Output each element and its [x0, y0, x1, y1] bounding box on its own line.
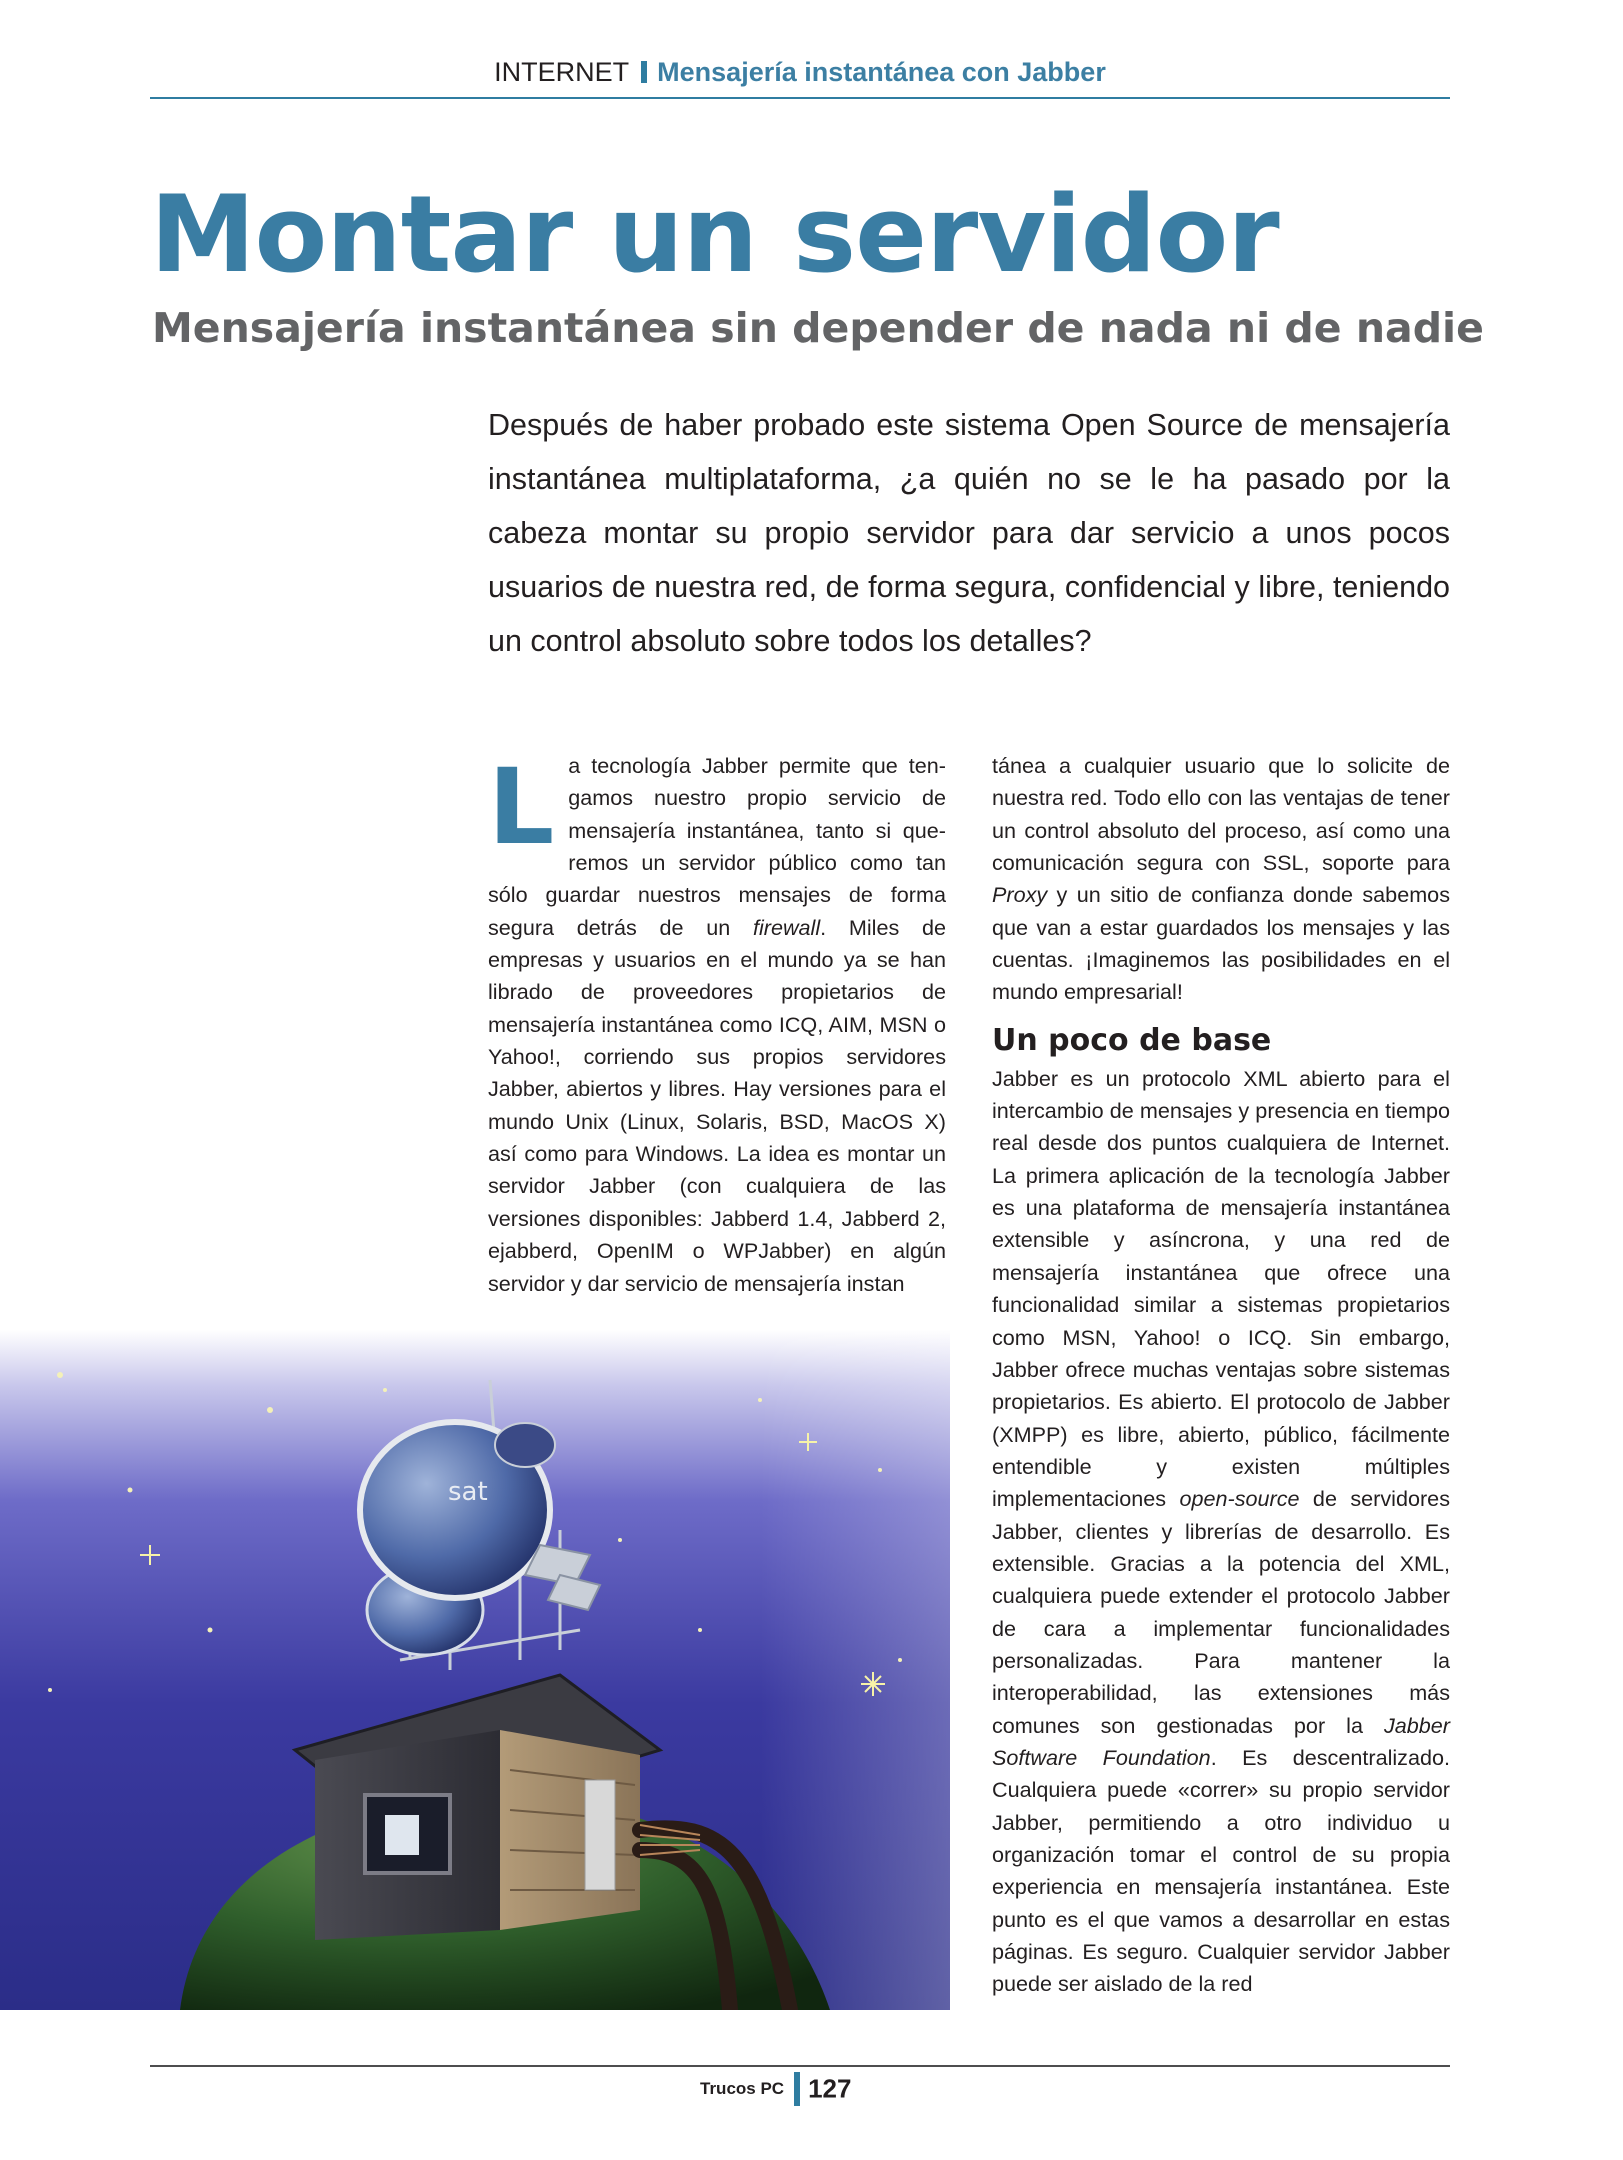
header-topic: Mensajería instantánea con Jabber	[657, 57, 1106, 87]
header-section: INTERNET	[494, 57, 630, 87]
paragraph-text: de servidores Jabber, clientes y librerías de desarrollo. Es extensible. Gracias a la potencia del XML, cualquiera puede extender el protocolo Jabber de cara a implementar funcionalidades personalizadas. Para mantener la interoperabilidad, las extensiones más comunes son gestionadas por la	[992, 1486, 1450, 1738]
footer-rule	[150, 2065, 1450, 2067]
server-house-illustration	[0, 1330, 950, 2010]
paragraph-text: tánea a cualquier usuario que lo solicite de nuestra red. Todo ello con las ventajas de tener un control absoluto del proceso, así como una comunicación segura con SSL, soporte para	[992, 753, 1450, 876]
paragraph	[488, 746, 946, 1300]
article-subtitle: Mensajería instantánea sin depender de nada ni de nadie	[152, 304, 1484, 352]
paragraph-text: y un sitio de confianza donde sabemos que van a estar guardados los mensajes y las cuentas. ¡Imaginemos las posibilidades en el mundo empresarial!	[992, 882, 1450, 1005]
paragraph-text: a tecnología Jabber permite que tengamos nuestro propio servicio de mensajería instantánea, tanto si queremos un servidor público como tan sólo guardar nuestros mensajes de forma segura detrás de un	[488, 753, 946, 940]
footer-separator	[794, 2072, 800, 2106]
drop-cap: L	[488, 746, 555, 868]
paragraph-text: Jabber es un protocolo XML abierto para el intercambio de mensajes y presencia en tiempo real desde dos puntos cualquiera de Internet. La primera aplicación de la tecnología Jabber es una plataforma de mensajería instantánea extensible y asíncrona, y una red de mensajería instantánea que ofrece una funcionalidad similar a sistemas propietarios como MSN, Yahoo! o ICQ. Sin embargo, Jabber ofrece muchas ventajas sobre sistemas propietarios. Es abierto. El protocolo de Jabber (XMPP) es libre, abierto, público, fácilmente entendible y existen múltiples implementaciones	[992, 1065, 1450, 1512]
house-side-wall	[500, 1730, 640, 1930]
paragraph-text: . Es descentralizado. Cualquiera puede «correr» su propio servidor Jabber, permitiendo a otro individuo u organización tomar el control de su propia experiencia en mensajería instantánea. Este punto es el que vamos a desarrollar en estas páginas. Es seguro. Cualquier servidor Jabber puede ser aislado de la red	[992, 1744, 1450, 1997]
server-rack	[585, 1780, 615, 1890]
body-column-2	[992, 750, 1450, 2001]
emphasis-text: Jabber Software Foundation	[992, 1712, 1450, 1770]
emphasis-text: open-source	[1179, 1486, 1300, 1512]
paragraph	[992, 750, 1450, 1009]
emphasis-text: firewall	[752, 914, 821, 940]
paragraph	[992, 1063, 1450, 2001]
tiny-dish	[495, 1423, 555, 1467]
magazine-name: Trucos PC	[700, 2079, 785, 2098]
emphasis-text: Proxy	[992, 882, 1048, 908]
article-title: Montar un servidor	[150, 173, 1279, 296]
page-number: 127	[808, 2073, 852, 2104]
page-footer	[700, 2072, 851, 2108]
article-lead: Después de haber probado este sistema Open Source de mensajería instantánea multiplataforma, ¿a quién no se le ha pasado por la cabeza montar su propio servidor para dar servicio a unos pocos usuarios de nuestra red, de forma segura, confidencial y libre, teniendo un control absoluto sobre todos los detalles?	[488, 408, 1450, 658]
running-header	[150, 55, 1450, 99]
body-column-1	[488, 746, 946, 1300]
dish-label: sat	[448, 1477, 488, 1507]
section-heading: Un poco de base	[992, 1022, 1272, 1058]
paragraph-text: . Miles de empresas y usuarios en el mundo ya se han librado de proveedores propietarios de mensajería instantánea como ICQ, AIM, MSN o Yahoo!, corriendo sus propios servidores Jabber, abiertos y libres. Hay versiones para el mundo Unix (Linux, Solaris, BSD, MacOS X) así como para Windows. La idea es montar un servidor Jabber (con cualquiera de las versiones disponibles: Jabberd 1.4, Jabberd 2, ejabberd, OpenIM o WPJabber) en algún servidor y dar servicio de mensajería instan	[488, 914, 946, 1296]
header-separator	[641, 61, 647, 83]
